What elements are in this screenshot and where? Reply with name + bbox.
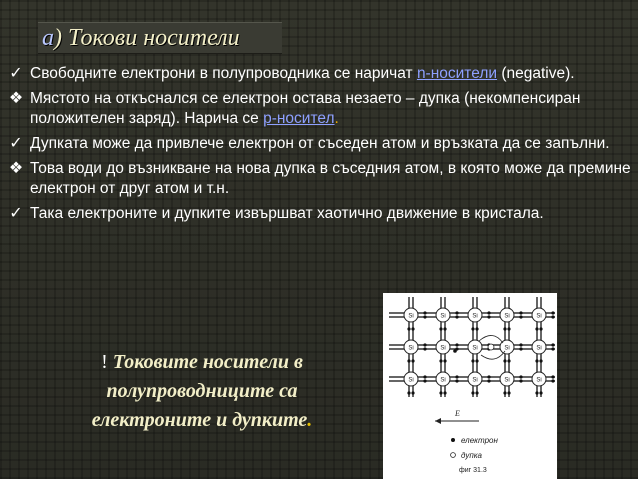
bullet-text-after: (negative). xyxy=(497,65,575,82)
electron-dot xyxy=(507,359,510,362)
electron-dot xyxy=(455,315,458,318)
electron-dot xyxy=(539,327,542,330)
electron-dot xyxy=(423,347,426,350)
atom-label: Si xyxy=(472,313,478,320)
electron-dot xyxy=(439,327,442,330)
atom-label: Si xyxy=(536,345,542,352)
electron-dot xyxy=(471,359,474,362)
electron-dot xyxy=(439,359,442,362)
diamond-bullet-icon: ❖ xyxy=(8,90,24,107)
electron-dot xyxy=(475,327,478,330)
bullet-item xyxy=(6,64,632,84)
atom-label: Si xyxy=(536,313,542,320)
electron-dot xyxy=(539,359,542,362)
electron-dot xyxy=(487,379,490,382)
electron-dot xyxy=(443,359,446,362)
legend-hole: дупка xyxy=(461,451,482,460)
electron-dot xyxy=(411,359,414,362)
electron-dot xyxy=(519,311,522,314)
crystal-lattice-figure xyxy=(383,293,557,479)
electron-dot xyxy=(519,315,522,318)
title-letter: а xyxy=(42,25,54,51)
electron-dot xyxy=(519,347,522,350)
atom-label: Si xyxy=(504,377,510,384)
bullet-text: Свободните електрони в полупроводника се наричат xyxy=(30,65,417,82)
electron-dot xyxy=(551,375,554,378)
lattice-diagram xyxy=(383,293,557,479)
electron-dot xyxy=(471,327,474,330)
electron-dot xyxy=(535,327,538,330)
electron-dot xyxy=(519,379,522,382)
exclamation-mark: ! xyxy=(101,351,108,373)
movement-arrow xyxy=(479,335,503,343)
conclusion-note xyxy=(52,348,352,435)
bullet-text: Така електроните и дупките извършват хаотично движение в кристала. xyxy=(30,205,544,222)
electron-dot xyxy=(551,311,554,314)
atom-label: Si xyxy=(472,377,478,384)
electron-dot xyxy=(423,315,426,318)
electron-dot xyxy=(439,391,442,394)
bullet-item xyxy=(6,159,632,199)
atom-label: Si xyxy=(408,313,414,320)
p-carrier-link[interactable]: p-носител xyxy=(263,110,335,127)
bullet-list xyxy=(6,64,632,229)
hole-marker xyxy=(488,344,494,350)
electron-dot xyxy=(487,311,490,314)
electron-dot xyxy=(535,391,538,394)
electron-dot xyxy=(519,343,522,346)
electron-dot xyxy=(443,391,446,394)
bullet-item xyxy=(6,89,632,129)
electron-dot xyxy=(411,327,414,330)
title-text: ) Токови носители xyxy=(54,25,240,51)
electron-dot xyxy=(503,359,506,362)
electron-dot xyxy=(551,379,554,382)
electron-dot xyxy=(407,327,410,330)
electron-dot xyxy=(503,391,506,394)
checkmark-icon: ✓ xyxy=(9,65,23,82)
slide-title xyxy=(38,22,282,54)
atom-label: Si xyxy=(440,313,446,320)
electron-dot xyxy=(487,375,490,378)
electron-dot xyxy=(411,391,414,394)
bullet-text: Мястото на откъснался се електрон остава незаето – дупка (некомпенсиран положителен заряд). Нарича се xyxy=(30,90,581,127)
electron-dot xyxy=(407,359,410,362)
electron-dot xyxy=(487,315,490,318)
legend-electron: електрон xyxy=(461,436,498,445)
note-dot: . xyxy=(307,409,313,431)
atom-label: Si xyxy=(440,377,446,384)
electron-dot xyxy=(551,343,554,346)
checkmark-icon: ✓ xyxy=(9,205,23,222)
electron-dot xyxy=(507,327,510,330)
electron-dot xyxy=(535,359,538,362)
electron-dot xyxy=(423,343,426,346)
bullet-text-after: . xyxy=(334,110,339,127)
atom-label: Si xyxy=(536,377,542,384)
electron-dot xyxy=(507,391,510,394)
note-text: Токовите носители в полупроводниците са електроните и дупките xyxy=(91,351,308,431)
electron-dot xyxy=(471,391,474,394)
bullet-text: Дупката може да привлече електрон от съседен атом и връзката да се запълни. xyxy=(30,135,610,152)
electron-dot xyxy=(455,375,458,378)
electron-dot xyxy=(551,347,554,350)
field-arrow-head xyxy=(435,418,441,424)
bullet-item xyxy=(6,204,632,224)
atom-label: Si xyxy=(504,345,510,352)
electron-dot xyxy=(455,343,458,346)
bullet-text: Това води до възникване на нова дупка в съседния атом, в която може да премине електрон от друг атом и т.н. xyxy=(30,160,631,197)
atom-label: Si xyxy=(440,345,446,352)
electron-dot xyxy=(503,327,506,330)
electron-dot xyxy=(407,391,410,394)
legend-hole-dot xyxy=(451,453,456,458)
n-carrier-link[interactable]: n-носители xyxy=(416,65,498,82)
legend-electron-dot xyxy=(451,438,455,442)
diamond-bullet-icon: ❖ xyxy=(8,160,24,177)
electron-dot xyxy=(551,315,554,318)
field-label: E xyxy=(455,409,460,418)
electron-dot xyxy=(539,391,542,394)
figure-caption: фиг 31.3 xyxy=(459,467,487,474)
electron-dot xyxy=(455,379,458,382)
electron-dot xyxy=(443,327,446,330)
electron-dot xyxy=(519,375,522,378)
electron-dot xyxy=(455,311,458,314)
atom-label: Si xyxy=(472,345,478,352)
electron-dot xyxy=(475,391,478,394)
atom-label: Si xyxy=(408,345,414,352)
electron-dot xyxy=(423,379,426,382)
electron-dot xyxy=(423,375,426,378)
electron-dot xyxy=(475,359,478,362)
bullet-item xyxy=(6,134,632,154)
atom-label: Si xyxy=(408,377,414,384)
atom-label: Si xyxy=(504,313,510,320)
checkmark-icon: ✓ xyxy=(9,135,23,152)
movement-arrow xyxy=(481,351,505,359)
free-electron xyxy=(453,349,457,353)
electron-dot xyxy=(423,311,426,314)
